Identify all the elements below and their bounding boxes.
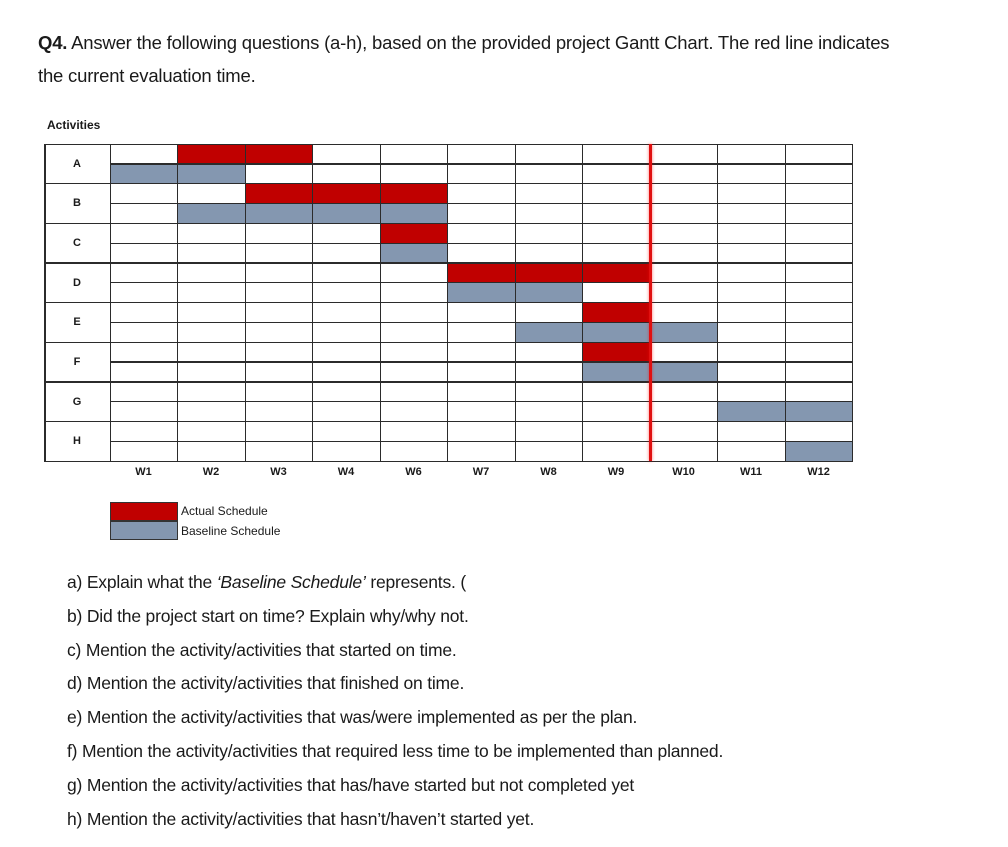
question-e: e) Mention the activity/activities that was/were implemented as per the plan. (67, 707, 638, 728)
grid-hline (110, 243, 853, 244)
grid-vline (582, 144, 583, 461)
baseline-bar-h (785, 441, 853, 461)
grid-hline (44, 461, 853, 462)
baseline-bar-e (515, 322, 718, 342)
grid-hline (110, 322, 853, 323)
grid-hline (44, 421, 853, 422)
activities-axis-label: Activities (47, 118, 101, 132)
question-number: Q4. (38, 32, 68, 53)
week-label-w8: W8 (540, 466, 557, 478)
grid-vline (380, 144, 381, 461)
grid-vline (852, 144, 853, 461)
grid-hline (110, 361, 853, 362)
week-label-w7: W7 (472, 466, 490, 478)
activity-label-f: F (73, 355, 81, 368)
question-header (38, 26, 998, 92)
grid-hline (110, 203, 853, 204)
grid-hline (44, 262, 853, 263)
question-b: b) Did the project start on time? Explain why/why not. (67, 605, 469, 626)
legend-swatch-baseline (110, 521, 178, 540)
activity-label-e: E (73, 316, 81, 329)
week-label-w10: W10 (672, 466, 695, 478)
activity-label-d: D (73, 276, 81, 289)
week-label-w6: W6 (405, 466, 422, 478)
actual-bar-b (245, 184, 448, 204)
grid-vline (44, 144, 46, 461)
grid-hline (110, 401, 853, 402)
question-f: f) Mention the activity/activities that required less time to be implemented than planned. (67, 740, 724, 761)
grid-hline (44, 342, 853, 343)
activity-label-b: B (73, 197, 81, 210)
grid-vline (177, 144, 178, 461)
grid-vline (245, 144, 246, 461)
grid-hline (44, 381, 853, 382)
week-label-w12: W12 (807, 466, 830, 478)
week-label-w3: W3 (270, 466, 287, 478)
question-h: h) Mention the activity/activities that hasn’t/haven’t started yet. (67, 808, 535, 829)
activity-label-g: G (72, 395, 82, 408)
grid-hline (110, 282, 853, 283)
grid-vline (785, 144, 786, 461)
question-a: a) Explain what the ‘Baseline Schedule’ represents. ( (67, 572, 466, 592)
actual-bar-d (448, 263, 651, 283)
grid-hline (44, 302, 853, 303)
actual-bar-e (583, 303, 651, 323)
legend-label-actual: Actual Schedule (181, 504, 268, 518)
question-line-2: the current evaluation time. (38, 65, 256, 86)
grid-hline (44, 183, 853, 184)
baseline-bar-c (380, 243, 448, 263)
grid-vline (717, 144, 718, 461)
activity-label-c: C (73, 237, 81, 250)
week-label-w9: W9 (607, 466, 625, 478)
current-time-line (649, 144, 652, 461)
question-d: d) Mention the activity/activities that finished on time. (67, 673, 465, 694)
activity-label-a: A (73, 157, 81, 170)
week-label-w11: W11 (739, 466, 762, 478)
week-label-w4: W4 (337, 466, 355, 478)
week-label-w1: W1 (135, 466, 152, 478)
legend-label-baseline: Baseline Schedule (181, 524, 281, 538)
grid-vline (110, 144, 111, 461)
question-g: g) Mention the activity/activities that has/have started but not completed yet (67, 774, 635, 795)
grid-vline (515, 144, 516, 461)
grid-hline (44, 144, 853, 145)
question-list (67, 566, 723, 836)
week-label-w2: W2 (202, 466, 220, 478)
activity-label-h: H (73, 435, 81, 448)
actual-bar-c (380, 223, 448, 243)
question-c: c) Mention the activity/activities that started on time. (67, 639, 457, 660)
grid-hline (110, 441, 853, 442)
grid-vline (447, 144, 448, 461)
grid-vline (312, 144, 313, 461)
question-line-1 (38, 26, 998, 59)
actual-bar-f (583, 342, 651, 362)
question-prompt: Answer the following questions (a-h), based on the provided project Gantt Chart. The red line indicates (67, 32, 890, 53)
gantt-chart (44, 144, 853, 461)
legend-swatch-actual (110, 502, 178, 521)
grid-hline (44, 223, 853, 224)
grid-hline (110, 163, 853, 164)
